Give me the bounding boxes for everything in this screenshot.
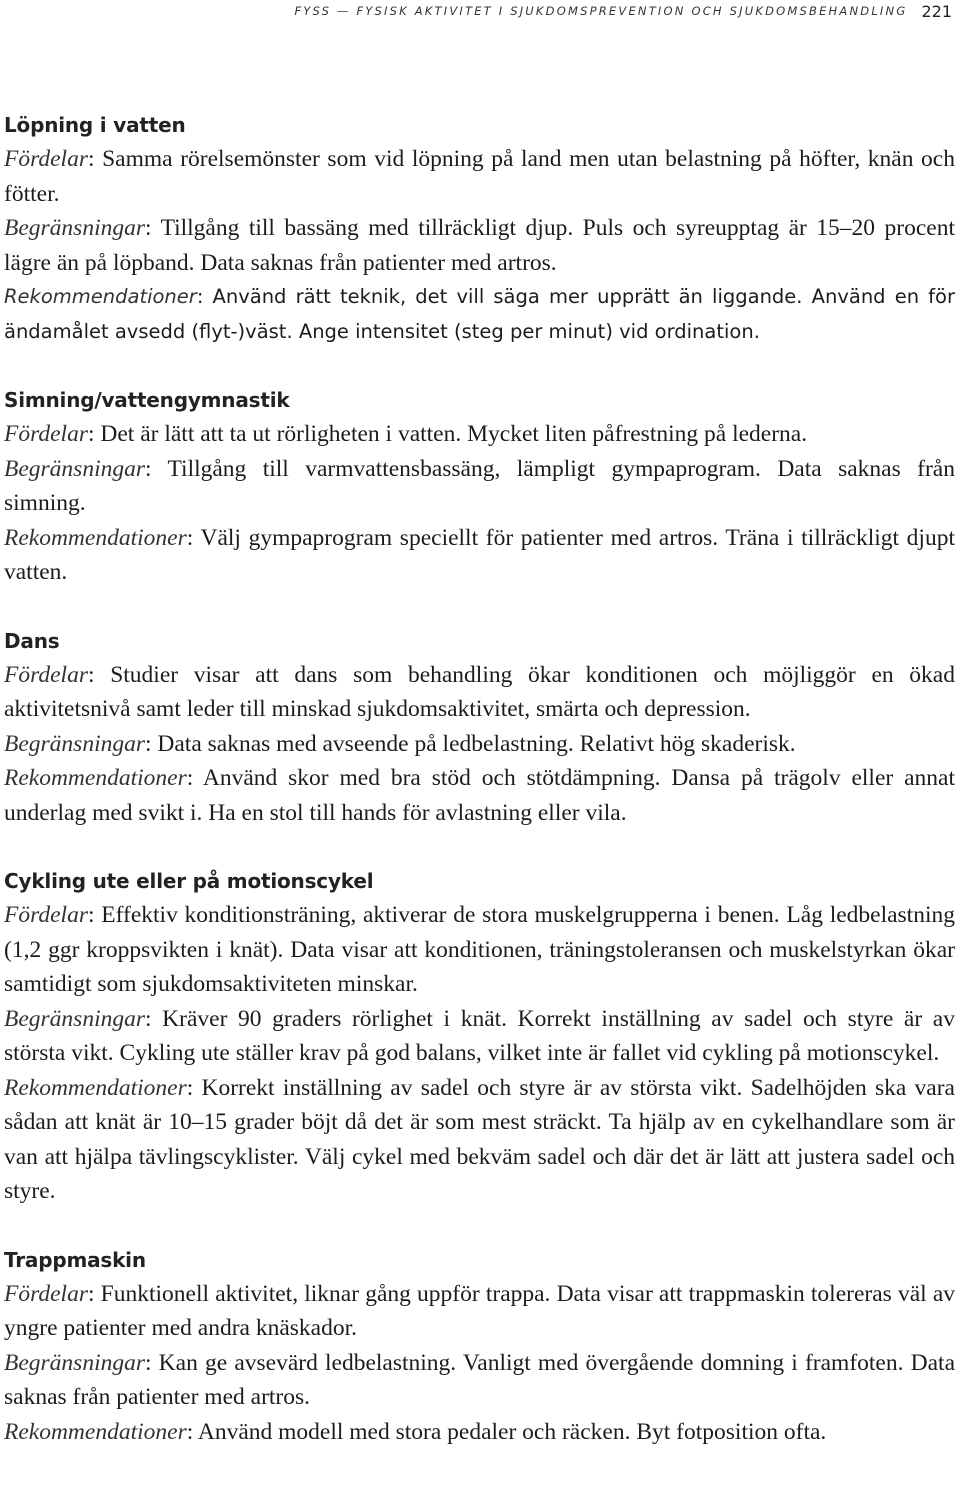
- entry-label: Fördelar: [4, 661, 88, 688]
- entry-text: : Korrekt inställning av sadel och styre är av största vikt. Sadelhöjden ska vara sådan att knät är 10–15 grader böjt då det är som mest sträckt. Ta hjälp av en cykelhandlare som är van att hjälpa tävlingscyklister. Välj cykel med bekväm sadel och där det är lätt att justera sadel och styre.: [4, 1074, 955, 1204]
- entry-text: : Funktionell aktivitet, liknar gång uppför trappa. Data visar att trappmaskin tolereras väl av yngre patienter med andra knäskador.: [4, 1280, 955, 1341]
- page-number: 221: [921, 1, 952, 21]
- entry-text: : Kan ge avsevärd ledbelastning. Vanligt med övergående domning i framfoten. Data saknas från patienter med artros.: [4, 1349, 955, 1410]
- entry-text: : Det är lätt att ta ut rörligheten i vatten. Mycket liten påfrestning på lederna.: [87, 421, 808, 447]
- entry-fordelar: [4, 898, 955, 1002]
- entry-label: Begränsningar: [4, 1349, 145, 1376]
- entry-label: Fördelar: [4, 146, 88, 172]
- entry-text: : Tillgång till varmvattensbassäng, lämpligt gympaprogram. Data saknas från simning.: [4, 455, 955, 516]
- entry-begransningar: [4, 727, 955, 762]
- section-heading: Dans: [4, 628, 60, 653]
- entry-text: : Välj gympaprogram speciellt för patienter med artros. Träna i tillräckligt djupt vatten.: [4, 524, 955, 585]
- entry-label: Begränsningar: [4, 215, 145, 241]
- entry-text: : Kräver 90 graders rörlighet i knät. Korrekt inställning av sadel och styre är av största vikt. Cykling ute ställer krav på god balans, vilket inte är fallet vid cykling på motionscykel.: [4, 1005, 955, 1066]
- entry-rekommendationer: [4, 280, 955, 349]
- entry-begransningar: [4, 1346, 955, 1415]
- entry-label: Rekommendationer: [4, 524, 187, 551]
- entry-label: Fördelar: [4, 902, 88, 928]
- entry-text: : Använd rätt teknik, det vill säga mer upprätt än liggande. Använd en för ändamålet avsedd (flyt-)väst. Ange intensitet (steg per minut) vid ordination.: [4, 285, 955, 343]
- entry-rekommendationer: [4, 1071, 955, 1209]
- entry-label: Rekommendationer: [4, 1418, 187, 1445]
- entry-fordelar: [4, 417, 955, 452]
- section-dans: [4, 624, 955, 831]
- entry-fordelar: [4, 658, 955, 727]
- entry-label: Begränsningar: [4, 1005, 145, 1032]
- entry-text: : Data saknas med avseende på ledbelastning. Relativt hög skaderisk.: [145, 730, 796, 757]
- entry-rekommendationer: [4, 1415, 955, 1450]
- entry-label: Rekommendationer: [4, 765, 187, 791]
- entry-text: : Effektiv konditionsträning, aktiverar de stora muskelgrupperna i benen. Låg ledbelastning (1,2 ggr kroppsvikten i knät). Data visar att konditionen, träningstoleransen och muskelstyrkan ökar samtidigt som sjukdomsaktiviteten minskar.: [4, 902, 955, 997]
- section-heading: Trappmaskin: [4, 1247, 146, 1272]
- entry-text: : Studier visar att dans som behandling ökar konditionen och möjliggör en ökad aktivitetsnivå samt leder till minskad sjukdomsaktivitet, smärta och depression.: [4, 661, 955, 722]
- entry-fordelar: [4, 1277, 955, 1346]
- section-lopning-i-vatten: [4, 108, 955, 349]
- running-title: FYSS — FYSISK AKTIVITET I SJUKDOMSPREVENTION OCH SJUKDOMSBEHANDLING: [294, 4, 908, 18]
- entry-label: Rekommendationer: [4, 1074, 187, 1101]
- entry-begransningar: [4, 211, 955, 280]
- entry-text: : Använd modell med stora pedaler och räcken. Byt fotposition ofta.: [186, 1418, 827, 1445]
- entry-label: Fördelar: [4, 421, 88, 447]
- entry-rekommendationer: [4, 521, 955, 590]
- entry-text: : Samma rörelsemönster som vid löpning på land men utan belastning på höfter, knän och fötter.: [4, 146, 955, 207]
- page-body: [4, 108, 955, 1449]
- entry-label: Fördelar: [4, 1280, 88, 1307]
- entry-label: Begränsningar: [4, 730, 145, 757]
- section-heading: Cykling ute eller på motionscykel: [4, 869, 374, 893]
- entry-begransningar: [4, 452, 955, 521]
- running-head: [294, 0, 952, 22]
- section-trappmaskin: [4, 1243, 955, 1450]
- entry-text: : Använd skor med bra stöd och stötdämpning. Dansa på trägolv eller annat underlag med svikt i. Ha en stol till hands för avlastning eller vila.: [4, 765, 955, 826]
- entry-fordelar: [4, 142, 955, 211]
- section-simning-vattengymnastik: [4, 383, 955, 590]
- section-heading: Simning/vattengymnastik: [4, 388, 290, 412]
- entry-rekommendationer: [4, 761, 955, 830]
- entry-label: Rekommendationer: [4, 285, 197, 308]
- section-heading: Löpning i vatten: [4, 113, 186, 137]
- entry-text: : Tillgång till bassäng med tillräckligt djup. Puls och syreupptag är 15–20 procent lägre än på löpband. Data saknas från patienter med artros.: [4, 215, 955, 276]
- section-cykling: [4, 864, 955, 1209]
- entry-label: Begränsningar: [4, 455, 145, 482]
- entry-begransningar: [4, 1002, 955, 1071]
